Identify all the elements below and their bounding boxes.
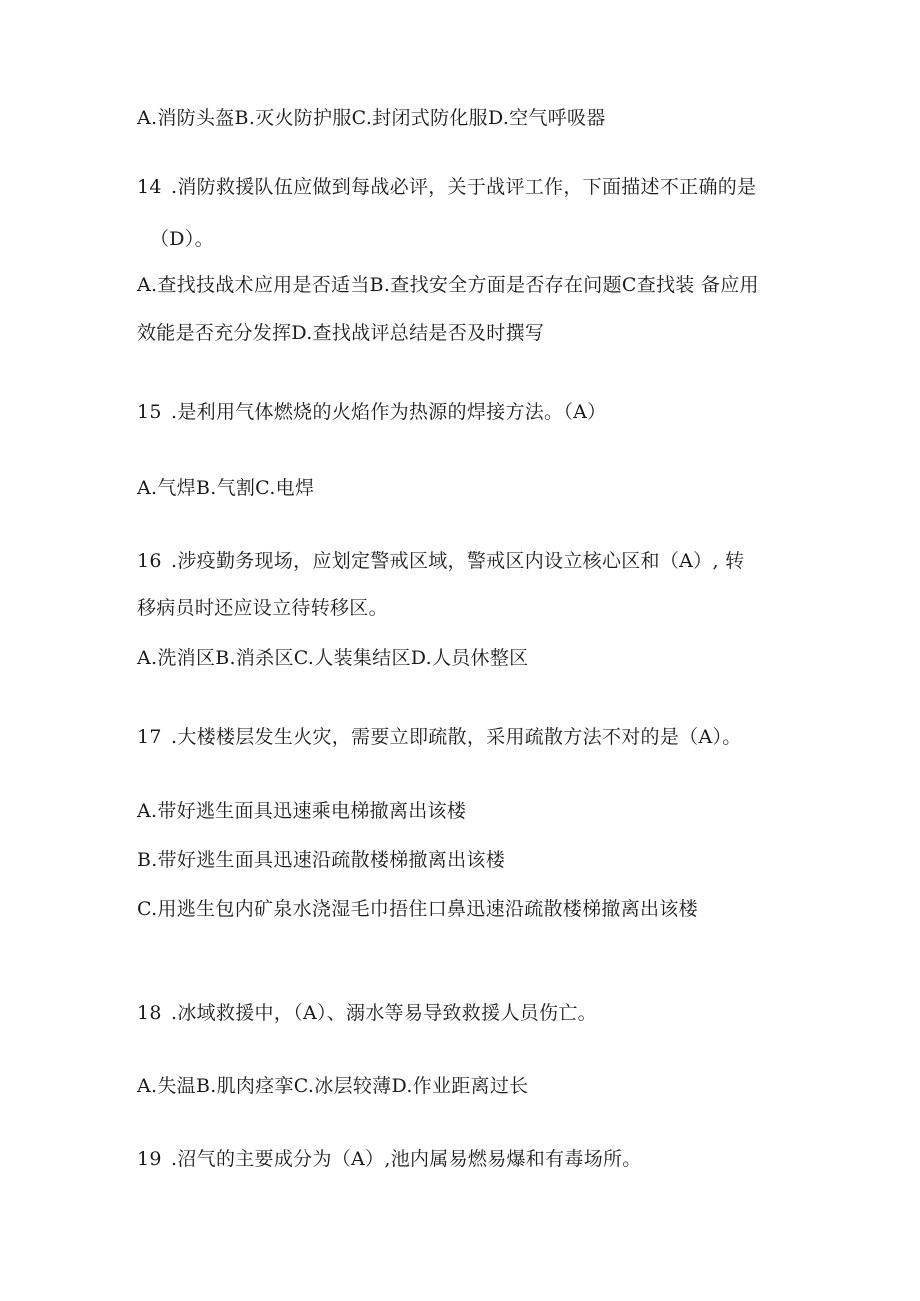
question-text: .涉疫勤务现场，应划定警戒区域，警戒区内设立核心区和（A）, 转 bbox=[171, 550, 745, 572]
question-number: 15 bbox=[137, 401, 162, 423]
question-text: .是利用气体燃烧的火焰作为热源的焊接方法。（A） bbox=[171, 401, 607, 423]
question-text: .冰域救援中，（A）、溺水等易导致救援人员伤亡。 bbox=[171, 1002, 597, 1024]
q16-stem-line1 bbox=[137, 548, 744, 574]
options-text: A.气焊B.气割C.电焊 bbox=[137, 477, 315, 499]
q17-option-c bbox=[137, 896, 698, 922]
option-text: C.用逃生包内矿泉水浇湿毛巾捂住口鼻迅速沿疏散楼梯撤离出该楼 bbox=[137, 898, 698, 920]
q14-stem-line2 bbox=[150, 226, 214, 252]
q15-stem bbox=[137, 399, 606, 425]
question-number: 14 bbox=[137, 176, 162, 198]
option-text: B.带好逃生面具迅速沿疏散楼梯撤离出该楼 bbox=[137, 849, 506, 871]
q16-options bbox=[137, 645, 528, 671]
q18-options bbox=[137, 1073, 528, 1099]
question-text: .消防救援队伍应做到每战必评，关于战评工作，下面描述不正确的是 bbox=[171, 176, 757, 198]
question-number: 19 bbox=[137, 1148, 162, 1170]
options-text: A.洗消区B.消杀区C.人装集结区D.人员休整区 bbox=[137, 647, 529, 669]
question-text: .沼气的主要成分为（A）,池内属易燃易爆和有毒场所。 bbox=[171, 1148, 642, 1170]
q14-options-line2 bbox=[137, 320, 544, 346]
options-text: A.消防头盔B.灭火防护服C.封闭式防化服D.空气呼吸器 bbox=[137, 107, 606, 129]
q15-options bbox=[137, 475, 314, 501]
q17-stem bbox=[137, 724, 742, 750]
q13-options bbox=[137, 105, 606, 131]
q14-stem-line1 bbox=[137, 174, 756, 200]
question-number: 17 bbox=[137, 726, 162, 748]
question-number: 18 bbox=[137, 1002, 162, 1024]
q18-stem bbox=[137, 1000, 597, 1026]
options-text: 效能是否充分发挥D.查找战评总结是否及时撰写 bbox=[137, 322, 545, 344]
question-text: （D）。 bbox=[150, 228, 214, 250]
options-text: A.查找技战术应用是否适当B.查找安全方面是否存在问题C查找装 备应用 bbox=[137, 274, 759, 296]
q17-option-b bbox=[137, 847, 505, 873]
q19-stem bbox=[137, 1146, 642, 1172]
q14-options-line1 bbox=[137, 272, 759, 298]
q16-stem-line2 bbox=[137, 595, 388, 621]
question-text: .大楼楼层发生火灾，需要立即疏散，采用疏散方法不对的是（A）。 bbox=[171, 726, 742, 748]
q17-option-a bbox=[137, 798, 466, 824]
question-number: 16 bbox=[137, 550, 162, 572]
question-text: 移病员时还应设立待转移区。 bbox=[137, 597, 388, 619]
option-text: A.带好逃生面具迅速乘电梯撤离出该楼 bbox=[137, 800, 467, 822]
options-text: A.失温B.肌肉痉挛C.冰层较薄D.作业距离过长 bbox=[137, 1075, 529, 1097]
